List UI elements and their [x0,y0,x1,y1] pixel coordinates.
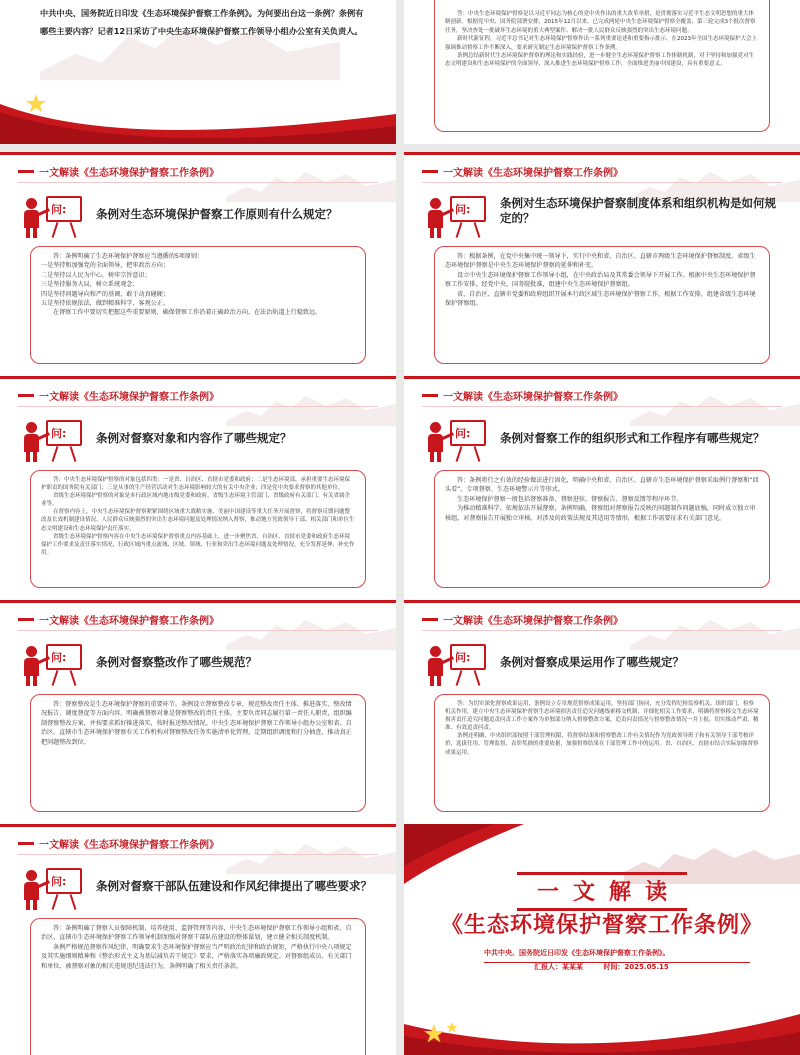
section-label: 一文解读《生态环境保护督察工作条例》 [39,167,219,179]
answer-paragraph: 省级生态环境保护督察内容在中央生态环境保护督察重点内容基础上，进一步聚焦省、自治区、直辖市党委和政府生态环境保护工作要求及责任落实情况，行政区域内重点流域、区域、领域、行业和突出生态环境问题及处理情况，充分发挥延伸、补充作用。 [41,533,355,556]
question-title: 条例对督察对象和内容作了哪些规定？ [96,431,292,445]
header-bar [18,170,34,173]
section-header [422,388,623,402]
answer-box [434,470,770,588]
slide-procedures [404,376,800,600]
answer-list-item: 三是坚持服务大局，树立系统观念； [41,281,139,289]
header-divider [18,854,378,855]
header-divider [18,406,378,407]
section-header [18,164,219,178]
answer-paragraph: 答：根据条例，在党中央集中统一领导下，实行中央和省、自治区、直辖市两级生态环境保护督察制度。省级生态环境保护督察是中央生态环境保护督察的延伸和补充。 [445,253,756,270]
cover-title-top [404,872,800,911]
top-line [0,152,396,155]
question-mark-label: 问: [51,875,67,888]
header-divider [18,182,378,183]
section-header [422,612,623,626]
reporter-label: 汇报人：某某某 [534,963,583,971]
top-line [404,376,800,379]
answer-paragraph: 答：中央生态环境保护督察的对象包括四类：一是省、自治区、直辖市党委和政府；二是生态环境部，承担重要生态环境保护职责的国务院有关部门；三是从事的生产经营活动对生态环境影响较大的有关中央企业；四是党中央要求督察的其他单位。 [41,477,351,492]
answer-list-item: 五是坚持依规依法，做到精准科学、客观公正。 [41,300,169,308]
red-wave-decoration [0,84,396,144]
answer-box [434,694,770,812]
question-title: 条例对督察工作的组织形式和工作程序有哪些规定？ [500,431,765,445]
question-mark-label: 问: [51,203,67,216]
header-divider [18,630,378,631]
answer-box [30,694,366,812]
section-label: 一文解读《生态环境保护督察工作条例》 [443,167,623,179]
question-title: 条例对督察整改作了哪些规范？ [96,655,257,669]
answer-box [30,918,366,1055]
answer-box [434,0,770,132]
header-bar [422,394,438,397]
slide-cadre-discipline [0,824,396,1055]
answer-paragraph: 答：条例明确了生态环境保护督察应当遵循的5项原则： [53,253,204,260]
slide-objects-content [0,376,396,600]
slide-intro [0,0,396,144]
section-label: 一文解读《生态环境保护督察工作条例》 [443,615,623,627]
teacher-board-icon [24,192,86,240]
question-mark-label: 问: [455,651,471,664]
slide-answer-tail [404,0,800,144]
answer-paragraph: 条例严格规范督察作风纪律，明确要求生态环境保护督察应当严明政治纪律和政治规矩，严格执行中央八项规定及其实施细则精神和《整治形式主义为基层减负若干规定》要求，严格落实各项廉政规定。对督察组成员、有关部门和单位、被督察对象的相关违规违纪违法行为，条例明确了相关责任条款。 [41,943,352,970]
cover-meta [534,962,687,972]
answer-list-item: 四是坚持问题导向和严的基调，敢于动真碰硬； [41,290,169,298]
answer-paragraph: 答：条例将行之有效的经验做法进行固化，明确中央和省、自治区、直辖市生态环境保护督察采取例行督察和“回头看”、专项督察、生态环境警示片等形式。 [445,477,759,494]
teacher-board-icon [24,416,86,464]
answer-paragraph: 生态环境保护督察一般包括督察准备、督察进驻、督察报告、督察反馈等程序环节。 [457,495,683,503]
cover-title-label: 一文解读 [517,872,687,911]
question-title: 条例对督察干部队伍建设和作风纪律提出了哪些要求？ [96,879,372,893]
answer-paragraph: 在督察工作中要切实把握这些重要原则，确保督察工作沿着正确政治方向、在法治轨道上行稳致远。 [53,309,322,317]
header-divider [422,182,782,183]
teacher-board-icon [428,640,490,688]
answer-paragraph: 为推动精准科学、依规依法开展督察，条例明确，督察组对督察报告反映的问题制作问题底稿，同时成立独立审核组，对督察报告开展独立审核。对涉及的政策法规及其适用等情形，根据工作需要征求有关部门意见。 [445,505,756,522]
section-label: 一文解读《生态环境保护督察工作条例》 [39,615,219,627]
answer-paragraph: 新时代新征程，习近平总书记对生态环境保护督察作出一系列重要论述和重要指示批示。在2023年全国生态环境保护大会上强调推动督察工作不断深入，要求研究制定生态环境保护督察工作条例。 [445,36,758,51]
cover-background [404,824,800,1055]
teacher-board-icon [24,864,86,912]
teacher-board-icon [428,416,490,464]
question-mark-label: 问: [455,427,471,440]
header-bar [422,618,438,621]
answer-paragraph: 答：中央生态环境保护督察是以习近平同志为核心的党中央作出的重大改革举措，是贯彻落实习近平生态文明思想的重大体制创新。根据党中央、国务院部署安排，2015年12月以来，已完成两轮中央生态环境保护督察全覆盖，第三轮完成3个批次督察任务，坚决查处一批破坏生态环境的重大典型案件、解决一批人民群众反映强烈的突出生态环境问题。 [445,11,756,34]
top-line [404,600,800,603]
header-divider [422,406,782,407]
top-line [0,824,396,827]
question-title: 条例对生态环境保护督察制度体系和组织机构是如何规定的？ [500,196,776,225]
answer-box [30,246,366,364]
slide-principles [0,152,396,376]
intro-text: 中共中央、国务院近日印发《生态环境保护督察工作条例》。为何要出台这一条例？条例有哪些主要内容？记者12日采访了中央生态环境保护督察工作领导小组办公室有关负责人。 [40,8,364,36]
header-divider [422,630,782,631]
slide-cover [404,824,800,1055]
header-bar [18,842,34,845]
section-label: 一文解读《生态环境保护督察工作条例》 [39,391,219,403]
header-bar [422,170,438,173]
answer-list-item: 二是坚持以人民为中心，树牢宗旨意识； [41,271,151,279]
question-mark-label: 问: [455,203,471,216]
answer-paragraph: 条例还明确，中央组织部按照干部管理权限，将督察结果和督察整改工作有关情况作为党政领导班子和有关领导干部考核评价、选拔任用、管理监督、表彰奖励的重要依据，加强督察结果在干部管理工作中的运用。省、自治区、直辖市结合实际加强督察成果运用。 [445,733,759,756]
header-bar [18,618,34,621]
answer-paragraph: 答：为切实深化督察成果运用，条例设立专章规范督察成果运用。坚持部门协同，充分发挥纪检监察机关、组织部门、检察机关作用，建立中央生态环境保护督察生态环境损害责任追究问题线索移交机制，并细化相关工作要求，明确将督察移交生态环境损害责任追究问题追责问责工作方案作为单独部分纳入督察整改方案，追责问责情况与督察整改情况一并上报，切实推动严肃、精准、有效追责问责。 [445,701,759,732]
slide-results-use [404,600,800,824]
section-header [18,388,219,402]
answer-paragraph: 答：条例明确了督察人员保障机制、培养使用、监督管理等内容，中央生态环境保护督察工作领导小组和省、自治区、直辖市生态环境保护督察工作领导机制加强对督察干部队伍建设的整体谋划，建立健全相关制度机制。 [41,925,352,942]
answer-box [434,246,770,364]
section-header [18,836,219,850]
top-line [404,152,800,155]
answer-paragraph: 省级生态环境保护督察的对象是本行政区域内地市级党委和政府、省级生态环境主管部门、省级政府有关部门、有关省属企业等。 [41,493,351,508]
answer-box [30,470,366,588]
section-label: 一文解读《生态环境保护督察工作条例》 [443,391,623,403]
section-header [422,164,623,178]
section-header [18,612,219,626]
date-label: 时间：2025.05.15 [603,963,669,971]
answer-paragraph: 在督察内容上，中央生态环境保护督察紧紧围绕区域重大战略实施、美丽中国建设等重大任务开展督察，将督察反馈问题整改及长效机制建设情况、人民群众反映强烈的突出生态环境问题及处理情况纳入督察，推动地方党政领导干部、相关部门和单位生态文明建设和生态环境保护责任落实。 [41,509,355,532]
section-label: 一文解读《生态环境保护督察工作条例》 [39,839,219,851]
top-line [0,600,396,603]
teacher-board-icon [428,192,490,240]
answer-list-item: 一是坚持和加强党的全面领导，把牢政治方向； [41,262,169,270]
cover-subtitle: 中共中央、国务院近日印发《生态环境保护督察工作条例》。 [484,948,750,963]
question-title: 条例对生态环境保护督察工作原则有什么规定？ [96,207,338,221]
slide-system [404,152,800,376]
question-mark-label: 问: [51,427,67,440]
question-title: 条例对督察成果运用作了哪些规定？ [500,655,684,669]
question-mark-label: 问: [51,651,67,664]
answer-paragraph: 条例总结新时代生态环境保护督察的理论和实践经验，进一步健全生态环境保护督察工作体制机制，对于坚持和加强党对生态文明建设和生态环境保护的全面领导，深入推进生态环境保护督察工作，全面推进美丽中国建设，具有重要意义。 [445,53,755,68]
cover-title-main: 《生态环境保护督察工作条例》 [440,913,763,938]
top-line [0,376,396,379]
answer-paragraph: 设立中央生态环境保护督察工作领导小组，在中央政治局及其常委会领导下开展工作。根据中央生态环境保护督察工作安排，经党中央、国务院批准，组建中央生态环境保护督察组。 [445,271,756,289]
slide-rectification [0,600,396,824]
header-bar [18,394,34,397]
answer-paragraph: 省、自治区、直辖市党委和政府组织开展本行政区域生态环境保护督察工作，根据工作安排，组建省级生态环境保护督察组。 [445,290,756,308]
answer-paragraph: 答：督察整改是生态环境保护督察的重要环节。条例设立督察整改专章，规范整改责任主体、推进落实、整改情况报告、调度督促等方面内容。明确被督察对象是督察整改的责任主体，主要负责同志履行第一责任人职责，组织编制督察整改方案，并按要求抓好推进落实，按时报送整改情况。中央生态环境保护督察工作领导小组办公室和省、自治区、直辖市生态环境保护督察有关工作机构对督察整改任务实施清单化管理，定期组织调度和打分抽查，推动真正把问题整改到位。 [41,701,352,746]
teacher-board-icon [24,640,86,688]
